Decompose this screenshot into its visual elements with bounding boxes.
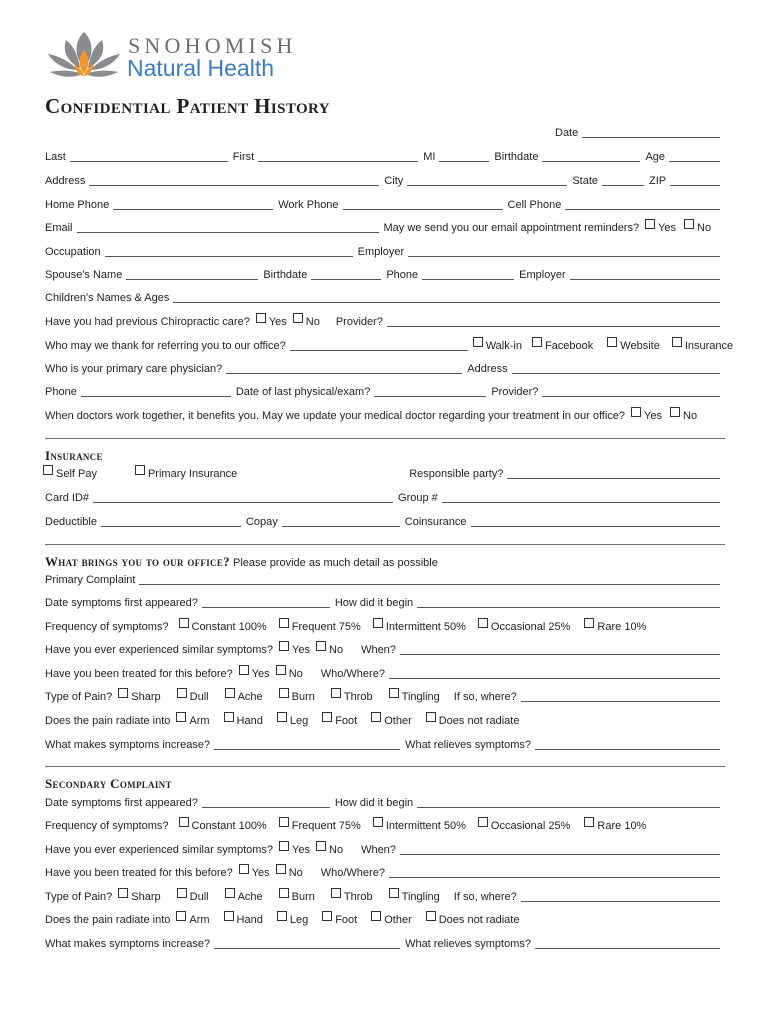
referral-row — [45, 339, 734, 353]
divider — [45, 544, 725, 545]
age-field[interactable] — [669, 151, 720, 162]
when-label: When? — [361, 644, 396, 656]
email-yes-checkbox[interactable]: Yes — [645, 219, 676, 235]
pain-type-label: Type of Pain? — [45, 891, 113, 903]
relieves-field[interactable] — [535, 739, 720, 750]
chiro-provider-label: Provider? — [335, 316, 383, 328]
work-phone-field[interactable] — [343, 199, 503, 210]
email-no-checkbox[interactable]: No — [684, 219, 711, 235]
similar-no-checkbox[interactable]: No — [316, 641, 343, 657]
throb-checkbox-2[interactable]: Throb — [331, 888, 373, 904]
primary-complaint-field[interactable] — [139, 574, 720, 585]
spouse-row — [45, 268, 725, 282]
phones-row — [45, 198, 725, 212]
foot-checkbox-2[interactable]: Foot — [322, 911, 357, 927]
mi-field[interactable] — [439, 151, 489, 162]
physical-provider-field[interactable] — [542, 386, 720, 397]
intermittent-checkbox-2[interactable]: Intermittent 50% — [373, 817, 466, 833]
primary-insurance-checkbox[interactable]: Primary Insurance — [135, 465, 237, 481]
chiro-row — [45, 315, 725, 329]
address-field[interactable] — [89, 175, 379, 186]
leg-checkbox[interactable]: Leg — [277, 712, 308, 728]
deductible-field[interactable] — [101, 516, 241, 527]
if-so-label: If so, where? — [453, 691, 517, 703]
date-first-row-2 — [45, 796, 725, 810]
deductible-label: Deductible — [45, 516, 97, 528]
dull-checkbox-2[interactable]: Dull — [177, 888, 209, 904]
burn-checkbox[interactable]: Burn — [279, 688, 315, 704]
how-begin-field-2[interactable] — [417, 797, 720, 808]
increase-label: What makes symptoms increase? — [45, 739, 211, 751]
sharp-checkbox-2[interactable]: Sharp — [118, 888, 160, 904]
date-first-label: Date symptoms first appeared? — [45, 597, 198, 609]
card-row — [45, 491, 725, 505]
constant-checkbox-2[interactable]: Constant 100% — [179, 817, 267, 833]
not-radiate-checkbox-2[interactable]: Does not radiate — [426, 911, 520, 927]
chiro-no-checkbox[interactable]: No — [293, 313, 320, 329]
spouse-name-field[interactable] — [126, 269, 258, 280]
rare-checkbox[interactable]: Rare 10% — [584, 618, 646, 634]
children-label: Children's Names & Ages — [45, 292, 170, 304]
physical-provider-label: Provider? — [491, 386, 539, 398]
frequency-row — [45, 620, 725, 634]
office-heading-note: Please provide as much detail as possible — [233, 557, 438, 569]
city-label: City — [384, 175, 404, 187]
walkin-checkbox[interactable]: Walk-in — [473, 337, 522, 353]
name-row — [45, 150, 725, 164]
chiro-question: Have you had previous Chiropractic care? — [45, 316, 250, 328]
secondary-complaint-heading: Secondary Complaint — [45, 776, 172, 791]
pcp-address-label: Address — [467, 363, 508, 375]
occupation-label: Occupation — [45, 246, 101, 258]
responsible-party-field[interactable] — [507, 468, 720, 479]
pain-type-row — [45, 690, 725, 704]
treated-question: Have you been treated for this before? — [45, 668, 233, 680]
treated-question: Have you been treated for this before? — [45, 867, 233, 879]
office-heading: What brings you to our office? — [45, 554, 230, 569]
occasional-checkbox[interactable]: Occasional 25% — [478, 618, 571, 634]
similar-yes-checkbox-2[interactable]: Yes — [279, 841, 310, 857]
who-where-label: Who/Where? — [320, 867, 385, 879]
increase-label: What makes symptoms increase? — [45, 938, 211, 950]
not-radiate-checkbox[interactable]: Does not radiate — [426, 712, 520, 728]
dull-checkbox[interactable]: Dull — [177, 688, 209, 704]
age-label: Age — [645, 151, 666, 163]
constant-checkbox[interactable]: Constant 100% — [179, 618, 267, 634]
pcp-question: Who is your primary care physician? — [45, 363, 223, 375]
divider — [45, 766, 725, 767]
sharp-checkbox[interactable]: Sharp — [118, 688, 160, 704]
state-label: State — [572, 175, 598, 187]
cell-phone-label: Cell Phone — [507, 199, 562, 211]
divider — [45, 438, 725, 439]
relieves-label: What relieves symptoms? — [405, 938, 531, 950]
chiro-yes-checkbox[interactable]: Yes — [256, 313, 287, 329]
city-field[interactable] — [407, 175, 567, 186]
children-field[interactable] — [173, 292, 720, 303]
ache-checkbox-2[interactable]: Ache — [225, 888, 263, 904]
if-so-label: If so, where? — [453, 891, 517, 903]
similar-question: Have you ever experienced similar symptoms? — [45, 644, 274, 656]
if-so-field[interactable] — [521, 691, 720, 702]
pain-type-row-2 — [45, 890, 725, 904]
radiate-label: Does the pain radiate into — [45, 715, 171, 727]
email-row — [45, 221, 725, 235]
mi-label: MI — [423, 151, 436, 163]
occupation-row — [45, 245, 725, 259]
arm-checkbox[interactable]: Arm — [176, 712, 209, 728]
brand-name-line1: SNOHOMISH — [128, 33, 297, 58]
increase-row-2 — [45, 937, 725, 951]
facebook-checkbox[interactable]: Facebook — [532, 337, 593, 353]
last-name-label: Last — [45, 151, 66, 163]
primary-complaint-label: Primary Complaint — [45, 574, 136, 586]
date-first-row — [45, 596, 725, 610]
home-phone-field[interactable] — [113, 199, 273, 210]
tingling-checkbox-2[interactable]: Tingling — [389, 888, 440, 904]
state-field[interactable] — [602, 175, 644, 186]
similar-no-checkbox-2[interactable]: No — [316, 841, 343, 857]
date-first-label: Date symptoms first appeared? — [45, 797, 198, 809]
last-physical-field[interactable] — [374, 386, 486, 397]
first-name-field[interactable] — [258, 151, 418, 162]
burn-checkbox-2[interactable]: Burn — [279, 888, 315, 904]
when-field-2[interactable] — [400, 844, 720, 855]
copay-field[interactable] — [282, 516, 400, 527]
responsible-party-label: Responsible party? — [409, 468, 504, 480]
work-phone-label: Work Phone — [278, 199, 339, 211]
date-first-field-2[interactable] — [202, 797, 330, 808]
other-checkbox-2[interactable]: Other — [371, 911, 412, 927]
zip-label: ZIP — [649, 175, 667, 187]
spouse-birthdate-field[interactable] — [311, 269, 381, 280]
how-begin-label: How did it begin — [334, 597, 414, 609]
update-doctor-no-checkbox[interactable]: No — [670, 407, 697, 423]
birthdate-field[interactable] — [542, 151, 640, 162]
similar-row — [45, 643, 725, 657]
tingling-checkbox[interactable]: Tingling — [389, 688, 440, 704]
email-label: Email — [45, 222, 73, 234]
zip-field[interactable] — [670, 175, 720, 186]
frequency-label: Frequency of symptoms? — [45, 621, 169, 633]
pcp-field[interactable] — [226, 363, 462, 374]
pcp-row — [45, 362, 725, 376]
group-field[interactable] — [442, 492, 720, 503]
pcp-address-field[interactable] — [512, 363, 720, 374]
address-label: Address — [45, 175, 86, 187]
physical-row — [45, 385, 725, 399]
spouse-employer-label: Employer — [519, 269, 566, 281]
throb-checkbox[interactable]: Throb — [331, 688, 373, 704]
doctors-question: When doctors work together, it benefits you. May we update your medical doctor regarding your treatment in our office? — [45, 410, 626, 422]
brand-name-line2: Natural Health — [127, 55, 275, 81]
spouse-name-label: Spouse's Name — [45, 269, 123, 281]
office-heading-line — [45, 554, 438, 570]
how-begin-field[interactable] — [417, 597, 720, 608]
pcp-phone-label: Phone — [45, 386, 77, 398]
foot-checkbox[interactable]: Foot — [322, 712, 357, 728]
employer-field[interactable] — [408, 246, 720, 257]
referral-question: Who may we thank for referring you to our office? — [45, 340, 286, 352]
insurance-type-row — [45, 467, 725, 481]
primary-complaint-row — [45, 573, 725, 587]
last-physical-label: Date of last physical/exam? — [235, 386, 371, 398]
frequent-checkbox-2[interactable]: Frequent 75% — [279, 817, 361, 833]
increase-field[interactable] — [214, 739, 400, 750]
insurance-heading: Insurance — [45, 448, 103, 463]
date-row — [45, 126, 725, 140]
occasional-checkbox-2[interactable]: Occasional 25% — [478, 817, 571, 833]
first-name-label: First — [232, 151, 255, 163]
copay-label: Copay — [245, 516, 278, 528]
card-id-label: Card ID# — [45, 492, 90, 504]
when-field[interactable] — [400, 644, 720, 655]
group-label: Group # — [398, 492, 438, 504]
if-so-field-2[interactable] — [521, 891, 720, 902]
relieves-label: What relieves symptoms? — [405, 739, 531, 751]
referral-field[interactable] — [290, 340, 468, 351]
self-pay-checkbox[interactable]: Self Pay — [43, 465, 97, 481]
date-field[interactable] — [582, 127, 720, 138]
update-doctor-yes-checkbox[interactable]: Yes — [631, 407, 662, 423]
deductible-row — [45, 515, 725, 529]
employer-label: Employer — [357, 246, 405, 258]
lotus-logo-icon — [44, 28, 124, 84]
increase-field-2[interactable] — [214, 938, 400, 949]
radiate-label: Does the pain radiate into — [45, 914, 171, 926]
radiate-row-2 — [45, 913, 725, 927]
home-phone-label: Home Phone — [45, 199, 110, 211]
who-where-field-2[interactable] — [389, 867, 720, 878]
coinsurance-label: Coinsurance — [404, 516, 467, 528]
cell-phone-field[interactable] — [565, 199, 720, 210]
spouse-phone-label: Phone — [386, 269, 419, 281]
treated-yes-checkbox-2[interactable]: Yes — [239, 864, 270, 880]
leg-checkbox-2[interactable]: Leg — [277, 911, 308, 927]
relieves-field-2[interactable] — [535, 938, 720, 949]
address-row — [45, 174, 725, 188]
hand-checkbox-2[interactable]: Hand — [224, 911, 263, 927]
treated-yes-checkbox[interactable]: Yes — [239, 665, 270, 681]
date-first-field[interactable] — [202, 597, 330, 608]
email-field[interactable] — [77, 222, 379, 233]
insurance-referral-checkbox[interactable]: Insurance — [672, 337, 733, 353]
how-begin-label: How did it begin — [334, 797, 414, 809]
form-title: Confidential Patient History — [45, 94, 330, 118]
similar-row-2 — [45, 843, 725, 857]
frequency-row-2 — [45, 819, 725, 833]
treated-no-checkbox[interactable]: No — [276, 665, 303, 681]
who-where-label: Who/Where? — [320, 668, 385, 680]
treated-row — [45, 667, 725, 681]
ache-checkbox[interactable]: Ache — [225, 688, 263, 704]
similar-question: Have you ever experienced similar symptoms? — [45, 844, 274, 856]
treated-row-2 — [45, 866, 725, 880]
hand-checkbox[interactable]: Hand — [224, 712, 263, 728]
frequency-label: Frequency of symptoms? — [45, 820, 169, 832]
radiate-row — [45, 714, 725, 728]
date-label: Date — [555, 127, 579, 139]
coinsurance-field[interactable] — [471, 516, 720, 527]
intermittent-checkbox[interactable]: Intermittent 50% — [373, 618, 466, 634]
spouse-employer-field[interactable] — [570, 269, 720, 280]
arm-checkbox-2[interactable]: Arm — [176, 911, 209, 927]
pain-type-label: Type of Pain? — [45, 691, 113, 703]
similar-yes-checkbox[interactable]: Yes — [279, 641, 310, 657]
treated-no-checkbox-2[interactable]: No — [276, 864, 303, 880]
who-where-field[interactable] — [389, 668, 720, 679]
rare-checkbox-2[interactable]: Rare 10% — [584, 817, 646, 833]
increase-row — [45, 738, 725, 752]
frequent-checkbox[interactable]: Frequent 75% — [279, 618, 361, 634]
card-id-field[interactable] — [93, 492, 393, 503]
chiro-provider-field[interactable] — [387, 316, 720, 327]
children-row — [45, 291, 725, 305]
other-checkbox[interactable]: Other — [371, 712, 412, 728]
website-checkbox[interactable]: Website — [607, 337, 660, 353]
pcp-phone-field[interactable] — [81, 386, 231, 397]
last-name-field[interactable] — [70, 151, 228, 162]
spouse-phone-field[interactable] — [422, 269, 514, 280]
occupation-field[interactable] — [105, 246, 353, 257]
when-label: When? — [361, 844, 396, 856]
spouse-birthdate-label: Birthdate — [263, 269, 308, 281]
email-reminder-question: May we send you our email appointment reminders? — [383, 222, 640, 234]
doctors-row — [45, 409, 725, 423]
birthdate-label: Birthdate — [494, 151, 539, 163]
